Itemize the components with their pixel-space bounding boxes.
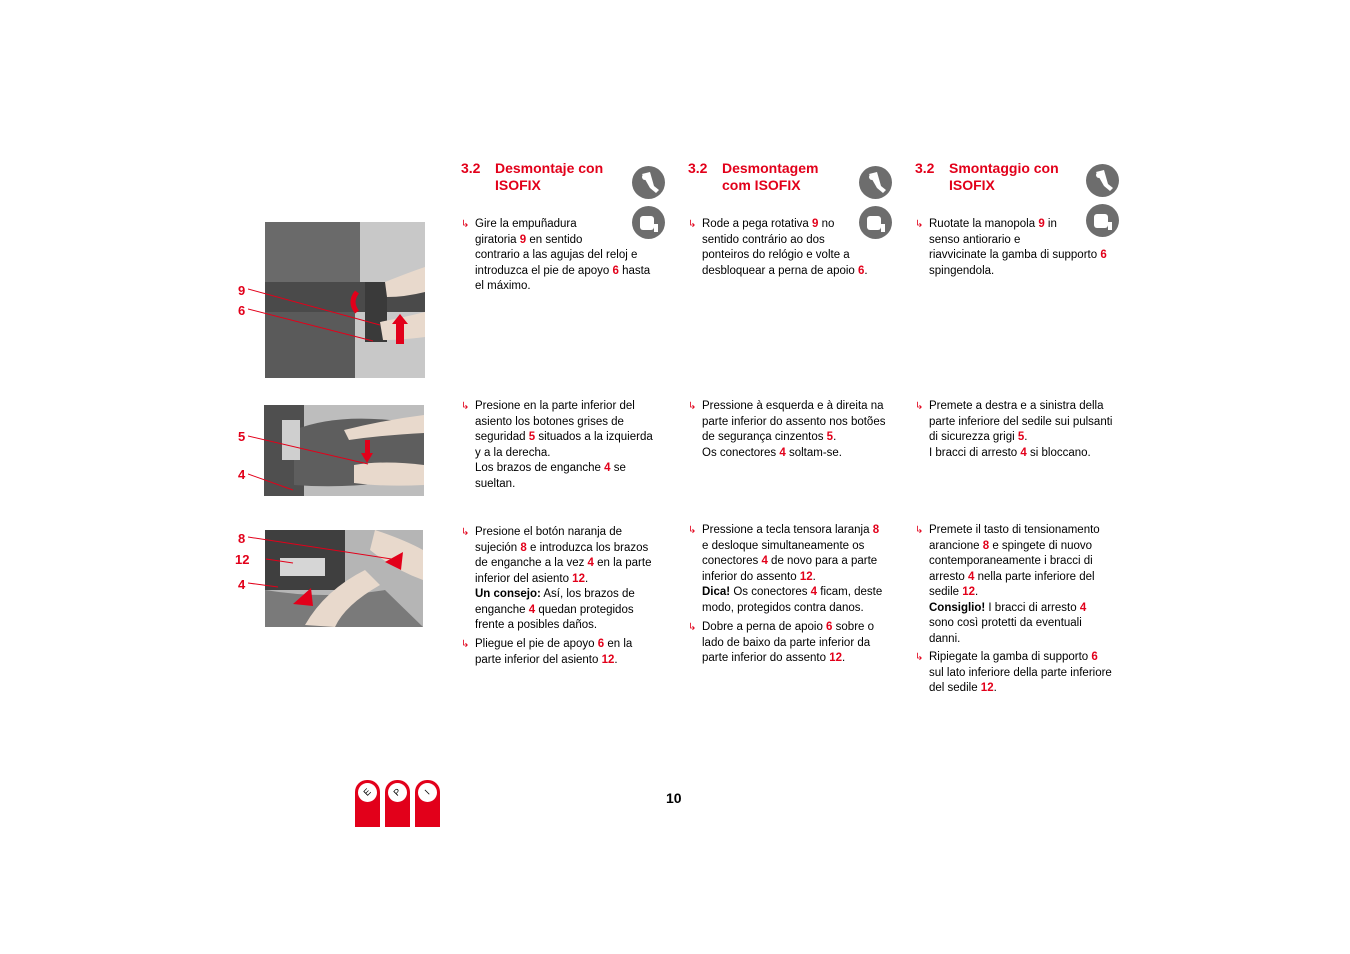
- text-run: sueltan.: [475, 477, 516, 490]
- text-run: modo, protegidos contra danos.: [702, 601, 864, 614]
- text-line: [702, 585, 898, 601]
- text-line: [475, 477, 671, 493]
- instruction-step: [461, 637, 671, 668]
- reference-number: 4: [810, 586, 818, 598]
- text-run: parte inferior do assento: [702, 652, 830, 664]
- text-line: [475, 618, 671, 634]
- text-run: frente a posibles daños.: [475, 619, 598, 631]
- text-line: [929, 217, 1125, 233]
- bullet-arrow-icon: ↳: [688, 219, 697, 230]
- text-run: ficam, deste: [817, 586, 883, 598]
- text-run: sono così protetti da eventuali: [929, 617, 1082, 629]
- instruction-step: [688, 620, 898, 667]
- tab-letter: E: [354, 779, 381, 806]
- text-run: si bloccano.: [1026, 446, 1091, 459]
- text-line: [702, 539, 898, 555]
- text-line: [475, 248, 671, 264]
- text-run: di sicurezza grigi: [929, 431, 1018, 443]
- text-line: [929, 585, 1125, 601]
- callout-leaders-figure-2: [248, 432, 408, 492]
- text-run: spingendola.: [929, 264, 995, 277]
- text-line: [929, 446, 1125, 462]
- text-line: [929, 233, 1125, 249]
- text-run: Dobre a perna de apoio: [702, 621, 827, 633]
- text-run: Gire la empuñadura: [475, 218, 577, 230]
- text-run: arancione: [929, 539, 983, 552]
- text-run: Dica!: [702, 586, 731, 598]
- text-run: in: [1044, 218, 1057, 230]
- text-run: introduzca el pie de apoyo: [475, 264, 613, 277]
- text-run: hasta: [618, 264, 651, 277]
- bullet-row: [915, 399, 1125, 461]
- text-line: [475, 525, 671, 541]
- reference-number: 8: [520, 541, 527, 554]
- text-line: [702, 651, 898, 667]
- bullet-arrow-icon: ↳: [461, 401, 470, 412]
- bullet-row: [461, 217, 671, 295]
- text-line: [702, 554, 898, 570]
- text-line: [702, 248, 898, 264]
- callout-4: 4: [238, 467, 246, 482]
- instruction-step: [461, 525, 671, 634]
- reference-number: 4: [587, 557, 594, 569]
- bullet-row: [688, 217, 898, 279]
- text-run: Pressione a tecla tensora laranja: [702, 524, 873, 536]
- text-run: danni.: [929, 632, 961, 645]
- callout-6: 6: [238, 303, 246, 318]
- text-line: [475, 264, 671, 280]
- text-run: quedan protegidos: [535, 603, 634, 616]
- text-run: no: [818, 218, 835, 230]
- text-run: inferior del asiento: [475, 572, 573, 585]
- text-run: sentido contrário ao dos: [702, 233, 825, 246]
- instruction-step: [915, 217, 1125, 279]
- text-line: [475, 653, 671, 669]
- text-run: .: [584, 572, 589, 585]
- reference-number: 6: [612, 264, 619, 277]
- text-run: seguridad: [475, 431, 529, 443]
- text-line: [929, 415, 1125, 431]
- tab-letter: P: [384, 779, 411, 806]
- text-run: .: [842, 652, 846, 664]
- text-run: soltam-se.: [785, 446, 842, 459]
- text-run: asiento los botones grises de: [475, 415, 624, 428]
- text-run: en la: [604, 638, 633, 650]
- text-line: [929, 264, 1125, 280]
- text-line: [475, 461, 671, 477]
- text-run: Pressione à esquerda e à direita na: [702, 400, 884, 412]
- text-run: lado de baixo da parte inferior da: [702, 636, 871, 649]
- text-line: [475, 603, 671, 619]
- reference-number: 12: [829, 652, 843, 664]
- text-run: I bracci di arresto: [985, 601, 1080, 614]
- text-run: conectores: [702, 555, 762, 567]
- text-run: .: [833, 431, 837, 443]
- reference-number: 9: [1038, 218, 1045, 230]
- text-line: [929, 554, 1125, 570]
- text-run: .: [864, 264, 868, 277]
- text-run: el máximo.: [475, 280, 531, 292]
- bullet-arrow-icon: ↳: [915, 401, 924, 412]
- text-line: [475, 279, 671, 295]
- text-run: en la parte: [593, 557, 652, 569]
- text-run: situados a la izquierda: [535, 431, 653, 443]
- instruction-step: [915, 650, 1125, 697]
- text-line: [702, 430, 898, 446]
- bullet-row: [915, 523, 1125, 647]
- bullet-row: [688, 399, 898, 461]
- reference-number: 12: [962, 586, 976, 598]
- text-run: e desloque simultaneamente os: [702, 539, 865, 552]
- reference-number: 6: [1091, 651, 1098, 663]
- text-line: [929, 539, 1125, 555]
- text-run: Os conectores: [730, 586, 811, 598]
- text-run: parte inferior do assento nos botões: [702, 415, 886, 428]
- callout-leaders-figure-3: [248, 533, 408, 593]
- bullet-row: [461, 637, 671, 668]
- instruction-step: [688, 399, 898, 461]
- bullet-arrow-icon: ↳: [461, 527, 470, 538]
- text-run: Pliegue el pie de apoyo: [475, 638, 598, 650]
- reference-number: 8: [872, 524, 880, 536]
- text-line: [702, 415, 898, 431]
- text-run: sedile: [929, 586, 963, 598]
- text-run: sul lato inferiore della parte inferiore: [929, 666, 1112, 679]
- reference-number: 4: [1079, 601, 1087, 614]
- text-run: en sentido: [526, 233, 583, 246]
- text-line: [702, 523, 898, 539]
- callout-12: 12: [235, 552, 250, 567]
- text-line: [702, 233, 898, 249]
- text-line: [702, 601, 898, 617]
- reference-number: 9: [811, 218, 819, 230]
- reference-number: 4: [528, 603, 536, 616]
- reference-number: 4: [968, 570, 975, 583]
- text-line: [929, 616, 1125, 632]
- text-line: [475, 556, 671, 572]
- reference-number: 6: [1100, 249, 1107, 261]
- reference-number: 5: [1017, 431, 1025, 443]
- text-run: e introduzca los brazos: [526, 541, 649, 554]
- text-run: arresto: [929, 570, 968, 583]
- text-run: Ripiegate la gamba di supporto: [929, 651, 1092, 663]
- text-run: sujeción: [475, 541, 521, 554]
- text-run: inferior do assento: [702, 570, 800, 583]
- bullet-arrow-icon: ↳: [688, 622, 697, 633]
- callout-8: 8: [238, 531, 246, 546]
- reference-number: 12: [980, 682, 994, 694]
- text-run: Los brazos de enganche: [475, 462, 605, 474]
- text-line: [702, 399, 898, 415]
- text-run: Un consejo:: [475, 588, 541, 600]
- text-run: Premete a destra e a sinistra della: [929, 400, 1104, 412]
- text-line: [475, 430, 671, 446]
- text-run: ponteiros do relógio e volte a: [702, 249, 850, 261]
- text-run: .: [975, 586, 979, 598]
- text-run: Presione en la parte inferior del: [475, 400, 635, 412]
- text-line: [702, 446, 898, 462]
- text-line: [702, 620, 898, 636]
- text-run: Os conectores: [702, 446, 780, 459]
- text-line: [702, 217, 898, 233]
- text-run: parte inferior del asiento: [475, 653, 602, 666]
- reference-number: 5: [826, 431, 834, 443]
- text-line: [475, 572, 671, 588]
- reference-number: 4: [761, 555, 768, 567]
- callout-leaders-figure-1: [248, 285, 388, 345]
- text-run: giratoria: [475, 233, 520, 246]
- text-run: Rode a pega rotativa: [702, 218, 812, 230]
- bullet-arrow-icon: ↳: [915, 525, 924, 536]
- section-title: Desmontagem com ISOFIX: [722, 160, 819, 193]
- text-line: [702, 264, 898, 280]
- bullet-row: [915, 217, 1125, 279]
- reference-number: 4: [1020, 446, 1027, 459]
- section-number: 3.2: [915, 160, 935, 176]
- bullet-arrow-icon: ↳: [915, 652, 924, 663]
- callout-5: 5: [238, 429, 246, 444]
- text-run: I bracci di arresto: [929, 446, 1021, 459]
- language-tab-i: [415, 780, 440, 827]
- text-run: Consiglio!: [929, 601, 986, 614]
- language-tab-p: [385, 780, 410, 827]
- text-run: y a la derecha.: [475, 446, 551, 459]
- callout-9: 9: [238, 283, 246, 298]
- text-run: Premete il tasto di tensionamento: [929, 524, 1100, 536]
- section-number: 3.2: [688, 160, 708, 176]
- text-line: [929, 430, 1125, 446]
- text-run: de novo para a parte: [767, 555, 878, 567]
- instruction-step: [688, 217, 898, 279]
- reference-number: 9: [519, 233, 527, 246]
- bullet-arrow-icon: ↳: [461, 219, 470, 230]
- text-run: se: [610, 462, 626, 474]
- text-run: parte inferiore del sedile sui pulsanti: [929, 415, 1113, 428]
- text-run: e spingete di nuovo: [989, 539, 1093, 552]
- isofix-seat-icon: [859, 166, 892, 199]
- text-line: [475, 399, 671, 415]
- text-run: nella parte inferiore del: [974, 570, 1095, 583]
- bullet-arrow-icon: ↳: [688, 401, 697, 412]
- instruction-step: [688, 523, 898, 616]
- section-title: Smontaggio con ISOFIX: [949, 160, 1059, 193]
- text-line: [929, 523, 1125, 539]
- reference-number: 4: [604, 462, 611, 474]
- bullet-row: [461, 399, 671, 492]
- text-line: [475, 415, 671, 431]
- text-line: [475, 587, 671, 603]
- text-run: enganche: [475, 603, 529, 616]
- reference-number: 6: [597, 638, 605, 650]
- tab-letter: I: [414, 779, 441, 806]
- text-line: [929, 601, 1125, 617]
- language-tab-e: [355, 780, 380, 827]
- bullet-arrow-icon: ↳: [688, 525, 697, 536]
- text-line: [475, 233, 671, 249]
- text-line: [475, 446, 671, 462]
- reference-number: 8: [982, 539, 990, 552]
- instruction-step: [461, 399, 671, 492]
- text-run: del sedile: [929, 682, 981, 694]
- section-number: 3.2: [461, 160, 481, 176]
- isofix-seat-icon: [632, 166, 665, 199]
- text-run: de enganche a la vez: [475, 557, 588, 569]
- bullet-row: [688, 620, 898, 667]
- text-line: [475, 217, 671, 233]
- reference-number: 12: [601, 653, 615, 666]
- text-line: [702, 636, 898, 652]
- text-run: contrario a las agujas del reloj e: [475, 249, 638, 261]
- text-run: Ruotate la manopola: [929, 218, 1039, 230]
- isofix-seat-icon: [1086, 164, 1119, 197]
- callout-4b: 4: [238, 577, 246, 592]
- section-title: Desmontaje con ISOFIX: [495, 160, 604, 193]
- text-run: riavvicinate la gamba di supporto: [929, 249, 1101, 261]
- text-run: .: [1024, 431, 1028, 443]
- bullet-arrow-icon: ↳: [461, 639, 470, 650]
- text-line: [475, 541, 671, 557]
- bullet-row: [688, 523, 898, 616]
- reference-number: 12: [799, 570, 813, 583]
- text-line: [929, 666, 1125, 682]
- text-run: contemporaneamente i bracci di: [929, 555, 1093, 567]
- reference-number: 5: [528, 431, 536, 443]
- reference-number: 6: [858, 264, 865, 277]
- bullet-arrow-icon: ↳: [915, 219, 924, 230]
- text-line: [702, 570, 898, 586]
- text-run: Presione el botón naranja de: [475, 526, 623, 538]
- reference-number: 12: [572, 572, 585, 585]
- instruction-step: [915, 399, 1125, 461]
- text-line: [475, 637, 671, 653]
- instruction-step: [915, 523, 1125, 647]
- bullet-row: [915, 650, 1125, 697]
- text-run: sobre o: [832, 621, 875, 633]
- text-line: [929, 399, 1125, 415]
- bullet-row: [461, 525, 671, 634]
- text-line: [929, 570, 1125, 586]
- text-line: [929, 681, 1125, 697]
- reference-number: 6: [826, 621, 833, 633]
- text-line: [929, 632, 1125, 648]
- text-line: [929, 248, 1125, 264]
- text-run: .: [812, 570, 816, 583]
- text-run: de segurança cinzentos: [702, 431, 827, 443]
- text-run: Así, los brazos de: [540, 588, 635, 600]
- text-run: senso antiorario e: [929, 233, 1021, 246]
- text-run: .: [993, 682, 997, 694]
- text-run: .: [614, 653, 618, 666]
- text-line: [929, 650, 1125, 666]
- text-run: desbloquear a perna de apoio: [702, 264, 859, 277]
- instruction-step: [461, 217, 671, 295]
- reference-number: 4: [779, 446, 786, 459]
- page-number: 10: [666, 790, 682, 806]
